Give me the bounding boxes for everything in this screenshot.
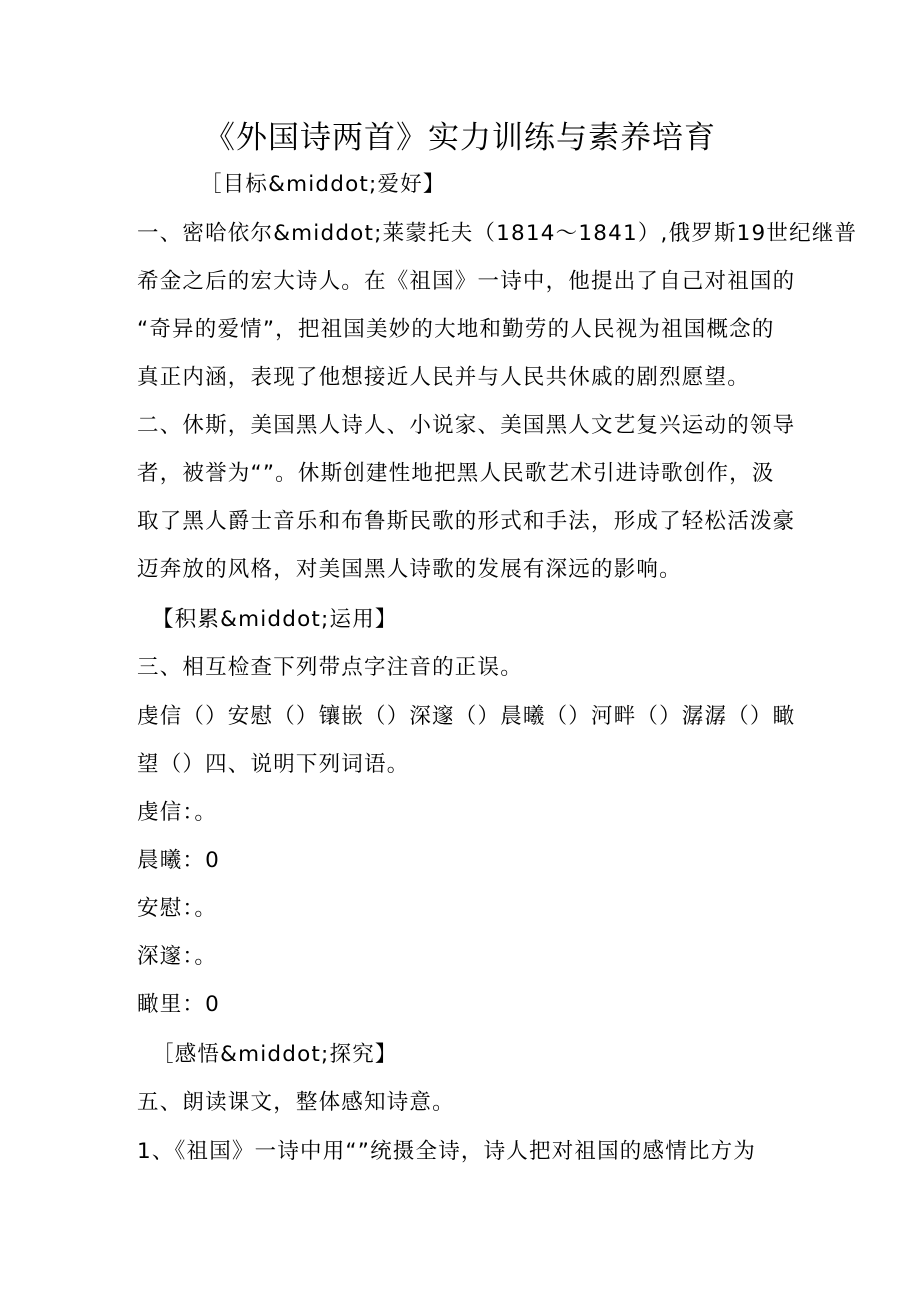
section-heading-explore: ［感悟&middot;探究】 [152,1042,398,1067]
paragraph-line: 希金之后的宏大诗人。在《祖国》一诗中，他提出了自己对祖国的 [137,269,796,294]
paragraph-line: 迈奔放的风格，对美国黑人诗歌的发展有深远的影响。 [137,557,682,582]
answer-line: 安慰：。 [137,896,218,921]
question-line: 虔信（）安慰（）镶嵌（）深邃（）晨曦（）河畔（）潺潺（）瞰 [137,704,796,729]
question-line: 五、朗读课文，整体感知诗意。 [137,1090,455,1115]
paragraph-line: 取了黑人爵士音乐和布鲁斯民歌的形式和手法，形成了轻松活泼豪 [137,509,796,534]
answer-line: 深邃：。 [137,944,218,969]
paragraph-line: “奇异的爱情”，把祖国美妙的大地和勤劳的人民视为祖国概念的 [137,317,775,342]
paragraph-line: 二、休斯，美国黑人诗人、小说家、美国黑人文艺复兴运动的领导 [137,413,796,438]
answer-line: 瞰里：0 [137,992,220,1017]
answer-line: 晨曦：0 [137,848,220,873]
paragraph-line: 真正内涵，表现了他想接近人民并与人民共休戚的剧烈愿望。 [137,365,750,390]
document-title: 《外国诗两首》实力训练与素养培育 [204,120,716,156]
paragraph-line: 一、密哈依尔&middot;莱蒙托夫（1814～1841）,俄罗斯19世纪继普 [137,221,858,246]
question-line: 望（）四、说明下列词语。 [137,752,410,777]
section-heading-practice: 【积累&middot;运用】 [152,607,398,632]
paragraph-line: 者，被誉为“”。休斯创建性地把黑人民歌艺术引进诗歌创作，汲 [137,461,775,486]
question-line: 三、相互检查下列带点字注音的正误。 [137,655,523,680]
answer-line: 虔信：。 [137,800,218,825]
section-heading-goals: ［目标&middot;爱好】 [200,172,446,197]
question-line: 1、《祖国》一诗中用“”统摄全诗，诗人把对祖国的感情比方为 [137,1139,757,1164]
